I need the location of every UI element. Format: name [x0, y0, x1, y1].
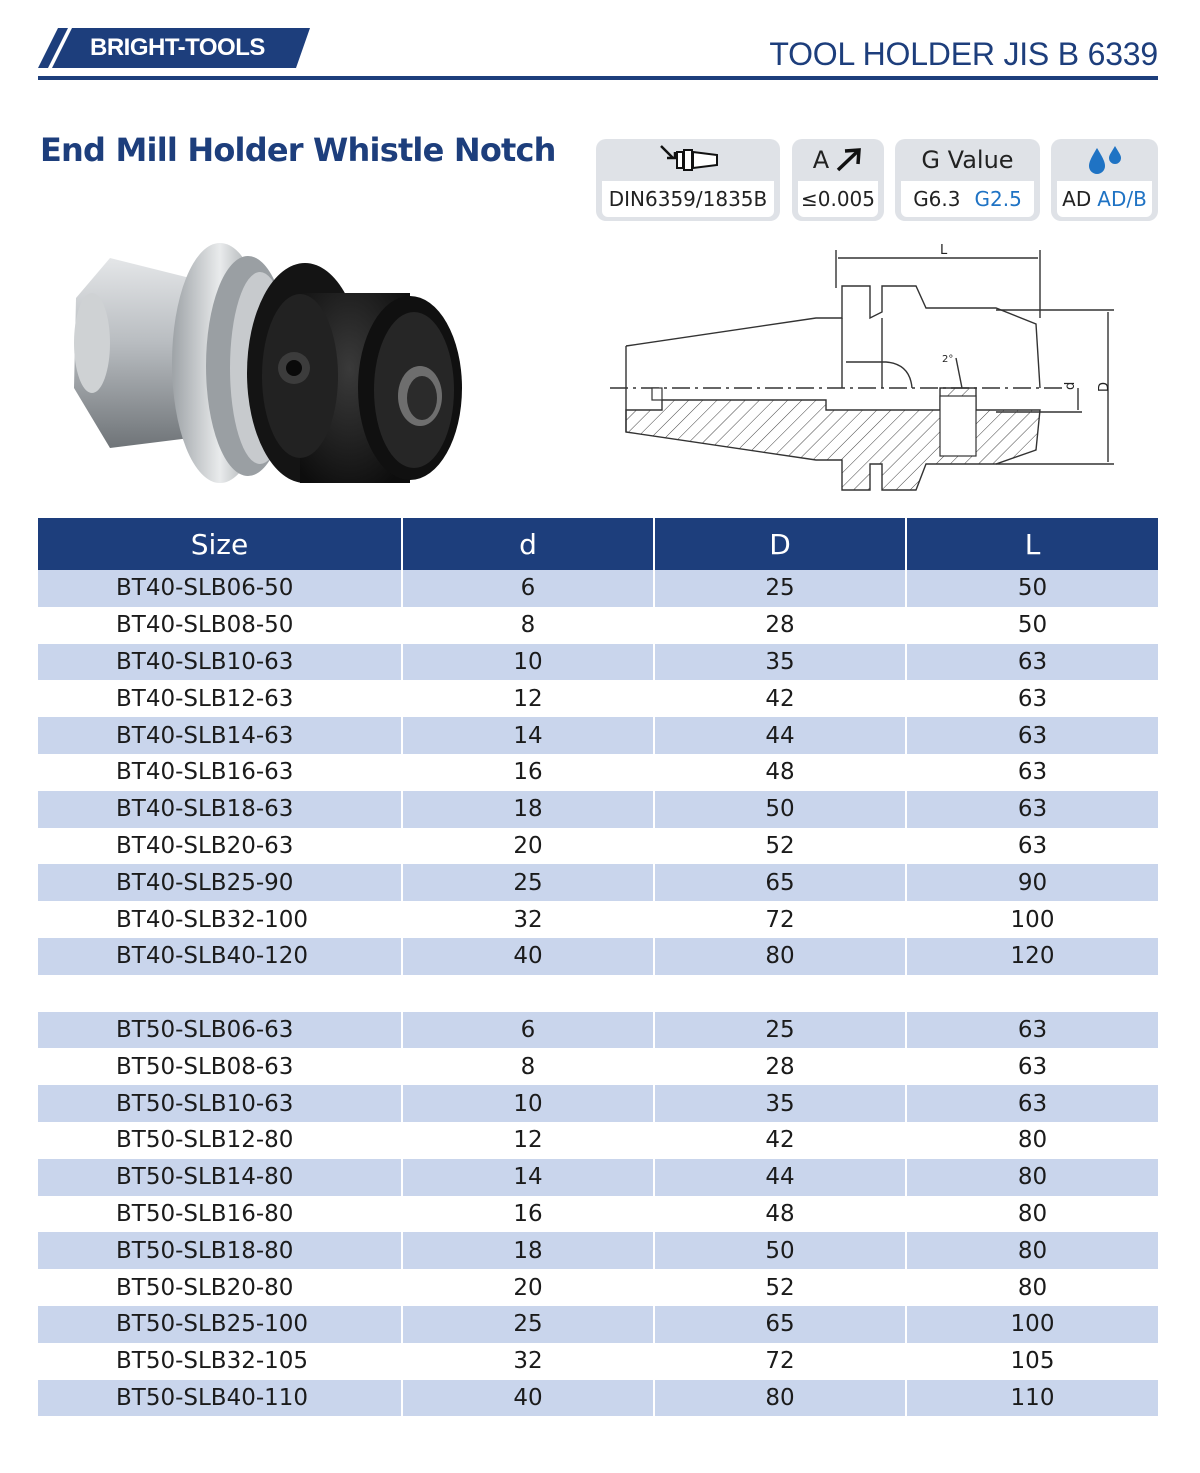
cell-L: 110	[905, 1380, 1158, 1417]
cell-L: 63	[905, 828, 1158, 865]
runout-arrow-icon	[835, 147, 863, 173]
table-row	[38, 864, 1158, 901]
cell-D: 65	[653, 1306, 905, 1343]
dim-label-D: D	[1097, 381, 1112, 392]
dim-label-L: L	[940, 243, 948, 258]
cell-size: BT50-SLB14-80	[116, 1164, 294, 1191]
cell-L: 63	[905, 1012, 1158, 1049]
table-row	[38, 1159, 1158, 1196]
cell-size: BT40-SLB25-90	[116, 869, 294, 896]
cell-d: 40	[401, 1380, 653, 1417]
table-row	[38, 791, 1158, 828]
cell-L: 90	[905, 864, 1158, 901]
cell-size: BT50-SLB16-80	[116, 1200, 294, 1227]
cell-d: 40	[401, 938, 653, 975]
cell-L: 63	[905, 754, 1158, 791]
tool-holder-icon	[596, 139, 780, 181]
cell-d: 6	[401, 570, 653, 607]
cell-L: 63	[905, 680, 1158, 717]
product-photo	[70, 238, 470, 500]
cell-d: 14	[401, 717, 653, 754]
header-size: Size	[190, 527, 249, 561]
cell-D: 50	[653, 1232, 905, 1269]
cell-size: BT50-SLB12-80	[116, 1127, 294, 1154]
cell-L: 80	[905, 1159, 1158, 1196]
cell-L: 100	[905, 901, 1158, 938]
technical-drawing	[596, 238, 1156, 500]
dim-label-angle: 2°	[942, 354, 954, 365]
dim-label-d: d	[1063, 381, 1078, 390]
cell-size: BT50-SLB25-100	[116, 1311, 309, 1338]
cell-size: BT50-SLB10-63	[116, 1090, 294, 1117]
table-row	[38, 1343, 1158, 1380]
cell-d: 25	[401, 864, 653, 901]
cell-size: BT40-SLB40-120	[116, 943, 309, 970]
cell-L: 120	[905, 938, 1158, 975]
standard-badge	[596, 139, 780, 221]
balance-label: G Value	[921, 146, 1014, 174]
cell-D: 52	[653, 1269, 905, 1306]
cell-D: 35	[653, 644, 905, 681]
cell-D: 80	[653, 938, 905, 975]
cell-d: 14	[401, 1159, 653, 1196]
cell-L: 105	[905, 1343, 1158, 1380]
size-table	[38, 518, 1158, 1416]
cell-size: BT40-SLB12-63	[116, 685, 294, 712]
cell-size: BT50-SLB18-80	[116, 1237, 294, 1264]
cell-D: 72	[653, 1343, 905, 1380]
cell-size: BT40-SLB18-63	[116, 796, 294, 823]
table-row	[38, 1380, 1158, 1417]
cell-L: 80	[905, 1122, 1158, 1159]
cell-D: 28	[653, 607, 905, 644]
cell-d: 20	[401, 1269, 653, 1306]
cell-d: 18	[401, 791, 653, 828]
table-row	[38, 570, 1158, 607]
cell-d: 10	[401, 1085, 653, 1122]
cell-D: 44	[653, 717, 905, 754]
runout-badge	[792, 139, 884, 221]
cell-L: 63	[905, 791, 1158, 828]
table-row	[38, 680, 1158, 717]
coolant-drops-icon	[1051, 139, 1158, 181]
cell-D: 25	[653, 1012, 905, 1049]
cell-D: 44	[653, 1159, 905, 1196]
cell-L: 63	[905, 644, 1158, 681]
cell-D: 48	[653, 1196, 905, 1233]
balance-badge	[895, 139, 1040, 221]
cell-d: 20	[401, 828, 653, 865]
header-d: d	[401, 518, 653, 570]
header-title: TOOL HOLDER JIS B 6339	[769, 36, 1158, 72]
cell-size: BT40-SLB06-50	[116, 575, 294, 602]
cell-D: 80	[653, 1380, 905, 1417]
cell-d: 8	[401, 607, 653, 644]
cell-L: 80	[905, 1232, 1158, 1269]
cell-D: 48	[653, 754, 905, 791]
coolant-badge	[1051, 139, 1158, 221]
brand-logo	[38, 28, 310, 68]
cell-D: 25	[653, 570, 905, 607]
cell-size: BT40-SLB10-63	[116, 648, 294, 675]
table-body	[38, 570, 1158, 1416]
cell-L: 80	[905, 1269, 1158, 1306]
runout-label: A	[812, 146, 830, 174]
balance-value-2: G2.5	[974, 187, 1022, 211]
cell-size: BT40-SLB16-63	[116, 759, 294, 786]
table-header	[38, 518, 1158, 570]
cell-d: 6	[401, 1012, 653, 1049]
cell-size: BT40-SLB32-100	[116, 906, 309, 933]
standard-value: DIN6359/1835B	[608, 187, 768, 211]
cell-d: 10	[401, 644, 653, 681]
table-row	[38, 644, 1158, 681]
table-row	[38, 1048, 1158, 1085]
table-group-spacer	[38, 975, 1158, 1012]
cell-size: BT50-SLB20-80	[116, 1274, 294, 1301]
table-row	[38, 607, 1158, 644]
cell-D: 50	[653, 791, 905, 828]
table-row	[38, 1269, 1158, 1306]
table-row	[38, 1012, 1158, 1049]
cell-d: 16	[401, 754, 653, 791]
cell-size: BT50-SLB06-63	[116, 1016, 294, 1043]
table-row	[38, 901, 1158, 938]
cell-size: BT50-SLB40-110	[116, 1384, 309, 1411]
cell-size: BT50-SLB32-105	[116, 1348, 309, 1375]
logo-text: BRIGHT-TOOLS	[90, 34, 265, 61]
cell-L: 50	[905, 570, 1158, 607]
cell-L: 50	[905, 607, 1158, 644]
cell-d: 32	[401, 1343, 653, 1380]
cell-d: 12	[401, 680, 653, 717]
header-L: L	[905, 518, 1158, 570]
table-row	[38, 717, 1158, 754]
page-title: End Mill Holder Whistle Notch	[40, 131, 556, 169]
cell-D: 28	[653, 1048, 905, 1085]
cell-D: 65	[653, 864, 905, 901]
cell-L: 63	[905, 1048, 1158, 1085]
cell-d: 25	[401, 1306, 653, 1343]
cell-size: BT40-SLB20-63	[116, 832, 294, 859]
table-row	[38, 754, 1158, 791]
cell-L: 80	[905, 1196, 1158, 1233]
header-divider	[38, 76, 1158, 80]
balance-value-1: G6.3	[913, 187, 961, 211]
cell-D: 52	[653, 828, 905, 865]
cell-size: BT40-SLB08-50	[116, 612, 294, 639]
table-row	[38, 1196, 1158, 1233]
header-D: D	[653, 518, 905, 570]
runout-value: ≤0.005	[800, 187, 875, 211]
coolant-value-1: AD	[1062, 187, 1092, 211]
table-row	[38, 938, 1158, 975]
table-row	[38, 1085, 1158, 1122]
cell-L: 100	[905, 1306, 1158, 1343]
cell-d: 12	[401, 1122, 653, 1159]
cell-L: 63	[905, 717, 1158, 754]
cell-d: 8	[401, 1048, 653, 1085]
cell-d: 18	[401, 1232, 653, 1269]
cell-L: 63	[905, 1085, 1158, 1122]
cell-D: 72	[653, 901, 905, 938]
table-row	[38, 828, 1158, 865]
table-row	[38, 1122, 1158, 1159]
cell-D: 35	[653, 1085, 905, 1122]
cell-size: BT40-SLB14-63	[116, 722, 294, 749]
coolant-value-2: AD/B	[1097, 187, 1147, 211]
cell-D: 42	[653, 680, 905, 717]
cell-D: 42	[653, 1122, 905, 1159]
cell-d: 16	[401, 1196, 653, 1233]
cell-size: BT50-SLB08-63	[116, 1053, 294, 1080]
table-row	[38, 1232, 1158, 1269]
table-row	[38, 1306, 1158, 1343]
cell-d: 32	[401, 901, 653, 938]
